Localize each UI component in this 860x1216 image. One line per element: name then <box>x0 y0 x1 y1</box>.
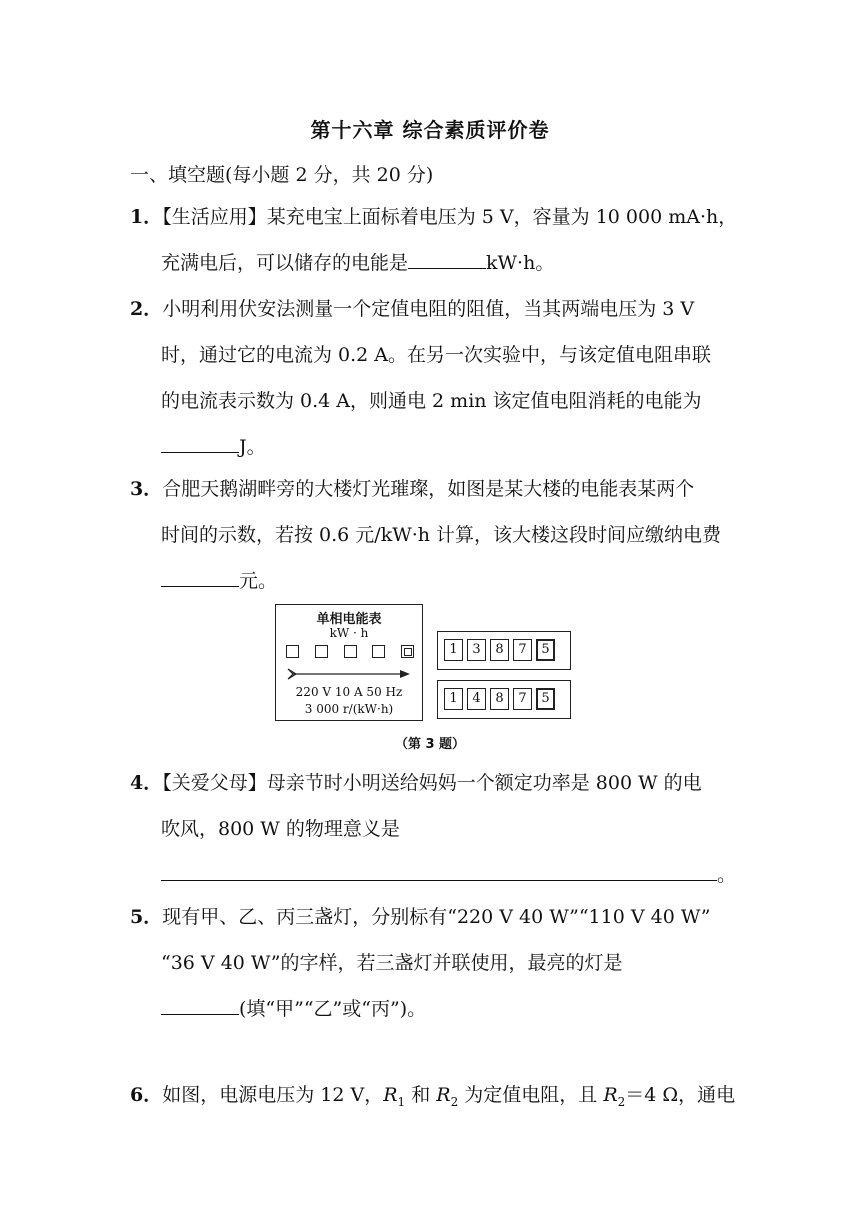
answer-blank[interactable] <box>161 434 239 453</box>
meter-decimal-box <box>401 645 414 658</box>
meter-spec-constant: 3 000 r/(kW·h) <box>304 702 394 716</box>
question-number: 4 <box>130 772 144 794</box>
answer-blank[interactable] <box>161 568 239 587</box>
question-number: 5 <box>130 906 144 928</box>
question-tag: 【关爱父母】 <box>162 772 267 794</box>
section-heading: 一、填空题(每小题 2 分，共 20 分) <box>130 164 434 186</box>
reading-digit: 8 <box>490 688 509 710</box>
meter-digit-window <box>286 645 414 658</box>
reading-decimal-digit: 5 <box>536 639 555 661</box>
question-text: 的电流表示数为 0.4 A，则通电 2 min 该定值电阻消耗的电能为 <box>161 390 702 412</box>
question-text: 元。 <box>239 570 278 592</box>
question-text: 和 <box>405 1084 437 1106</box>
reading-digit: 4 <box>467 688 486 710</box>
answer-blank[interactable] <box>408 250 486 269</box>
resistor-subscript: 1 <box>397 1094 406 1109</box>
question-text: “36 V 40 W”的字样，若三盏灯并联使用，最亮的灯是 <box>161 952 623 974</box>
question-number: 2 <box>130 298 144 320</box>
reading-digit: 7 <box>513 639 532 661</box>
question-text: kW·h。 <box>486 252 555 274</box>
question-tag: 【生活应用】 <box>162 206 267 228</box>
meter-digit-box <box>315 645 328 658</box>
question-text: 时间的示数，若按 0.6 元/kW·h 计算，该大楼这段时间应缴纳电费 <box>161 524 722 546</box>
resistor-subscript: 2 <box>450 1094 459 1109</box>
question-text: 现有甲、乙、丙三盏灯，分别标有“220 V 40 W”“110 V 40 W” <box>162 906 711 928</box>
question-text: 时，通过它的电流为 0.2 A。在另一次实验中，与该定值电阻串联 <box>161 344 712 366</box>
meter-reading-2 <box>437 680 571 719</box>
reading-digit: 1 <box>444 639 463 661</box>
question-5: 5．现有甲、乙、丙三盏灯，分别标有“220 V 40 W”“110 V 40 W” “36 V 40 W”的字样，若三盏灯并联使用，最亮的灯是 (填“甲”“乙”或“丙”)。 <box>130 894 730 1032</box>
question-2: 2．小明利用伏安法测量一个定值电阻的阻值，当其两端电压为 3 V 时，通过它的电流为 0.2 A。在另一次实验中，与该定值电阻串联 的电流表示数为 0.4 A，则通电 2 min 该定值电阻消耗的电能为 J。 <box>130 286 730 470</box>
electric-meter-figure <box>275 604 423 721</box>
meter-title: 单相电能表 <box>316 612 382 627</box>
question-text: 充满电后，可以储存的电能是 <box>161 252 409 274</box>
meter-arrow-icon <box>286 667 414 681</box>
question-6: 6．如图，电源电压为 12 V，$R_1$ 和 $R_2$ 为定值电阻，且 $R_2=4$ Ω，通电 <box>130 1084 736 1109</box>
question-1: 1．【生活应用】某充电宝上面标着电压为 5 V，容量为 10 000 mA·h， 充满电后，可以储存的电能是 kW·h。 <box>130 206 738 274</box>
meter-digit-box <box>372 645 385 658</box>
question-text: 。 <box>717 864 737 886</box>
question-text: 某充电宝上面标着电压为 5 V，容量为 10 000 mA·h， <box>266 206 738 228</box>
question-text: 母亲节时小明送给妈妈一个额定功率是 800 W 的电 <box>266 772 702 794</box>
answer-blank[interactable] <box>161 860 717 881</box>
question-text: ＝4 Ω，通电 <box>625 1084 736 1106</box>
question-number: 1 <box>130 206 144 228</box>
question-4: 4．【关爱父母】母亲节时小明送给妈妈一个额定功率是 800 W 的电 吹风，800 W 的物理意义是 。 <box>130 772 737 886</box>
resistor-symbol: R <box>383 1084 398 1106</box>
resistor-symbol: R <box>436 1084 451 1106</box>
question-text: (填“甲”“乙”或“丙”)。 <box>239 998 427 1020</box>
answer-blank[interactable] <box>161 996 239 1015</box>
question-text: 合肥天鹅湖畔旁的大楼灯光璀璨，如图是某大楼的电能表某两个 <box>162 478 695 500</box>
reading-digit: 8 <box>490 639 509 661</box>
reading-digit: 3 <box>467 639 486 661</box>
reading-digit: 1 <box>444 688 463 710</box>
question-text: J。 <box>239 436 266 458</box>
meter-spec-rating: 220 V 10 A 50 Hz <box>295 685 403 699</box>
resistor-symbol: R <box>603 1084 618 1106</box>
question-text: 为定值电阻，且 <box>458 1084 604 1106</box>
question-3: 3．合肥天鹅湖畔旁的大楼灯光璀璨，如图是某大楼的电能表某两个 时间的示数，若按 0.6 元/kW·h 计算，该大楼这段时间应缴纳电费 元。 <box>130 466 730 604</box>
meter-digit-box <box>344 645 357 658</box>
meter-digit-box <box>286 645 299 658</box>
question-text: 吹风，800 W 的物理意义是 <box>161 818 400 840</box>
figure-caption: （第 3 题） <box>394 737 466 752</box>
question-number: 6 <box>130 1084 144 1106</box>
page-title: 第十六章 综合素质评价卷 <box>310 118 550 142</box>
question-text: 小明利用伏安法测量一个定值电阻的阻值，当其两端电压为 3 V <box>162 298 695 320</box>
reading-digit: 7 <box>513 688 532 710</box>
meter-unit: kW · h <box>329 626 369 640</box>
resistor-subscript: 2 <box>617 1094 626 1109</box>
question-text: 如图，电源电压为 12 V， <box>162 1084 384 1106</box>
meter-reading-1 <box>437 631 571 670</box>
question-number: 3 <box>130 478 144 500</box>
reading-decimal-digit: 5 <box>536 688 555 710</box>
